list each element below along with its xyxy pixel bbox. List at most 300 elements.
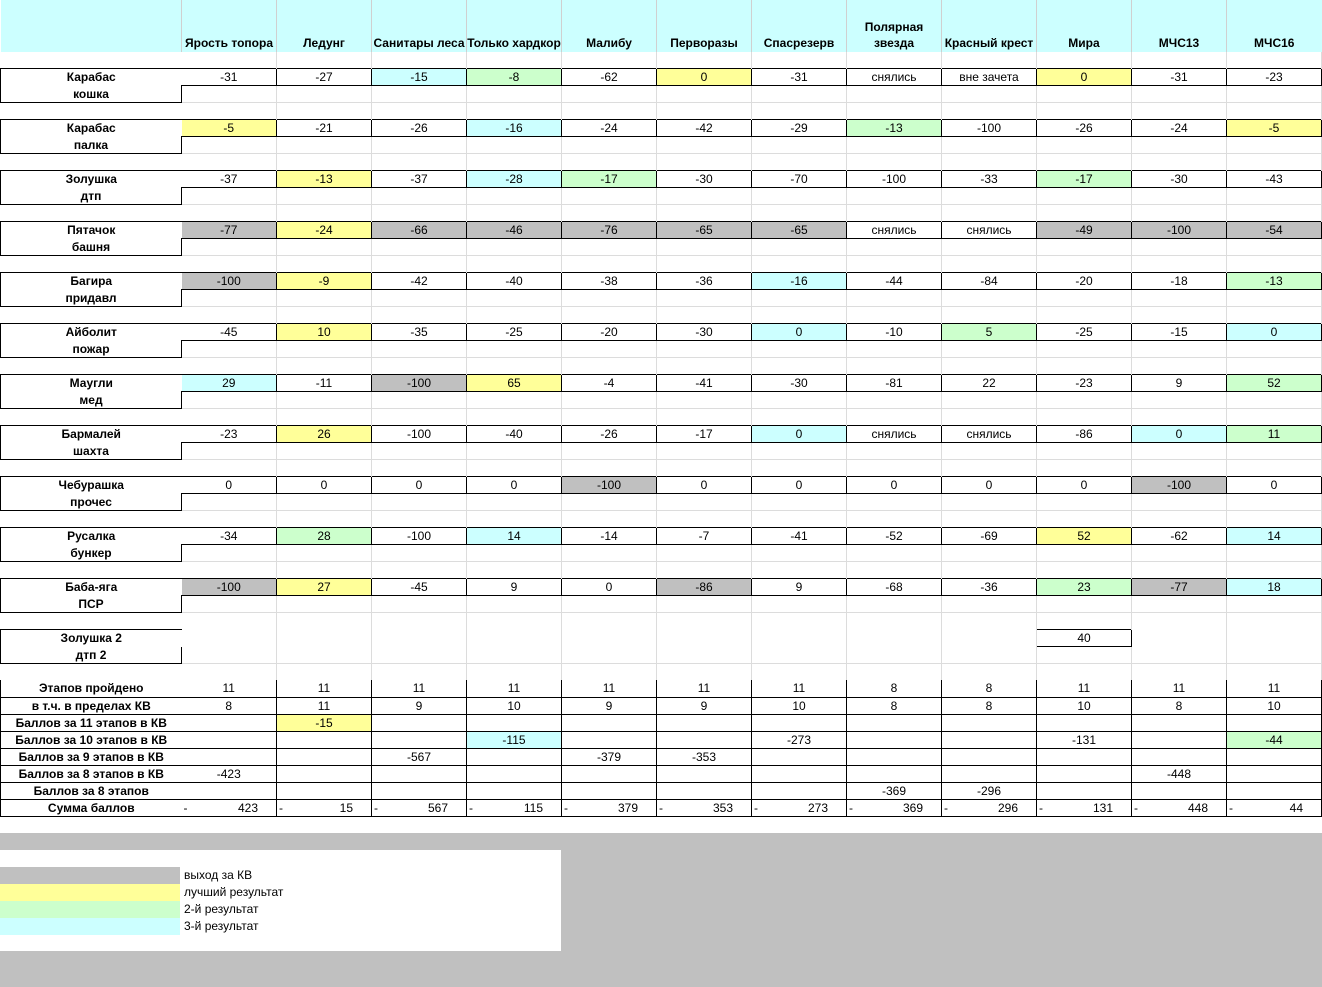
empty-cell[interactable]	[1227, 494, 1322, 511]
empty-cell[interactable]	[847, 494, 942, 511]
stage-value-cell[interactable]: 0	[1227, 477, 1322, 494]
summary-value-cell[interactable]: 10	[1037, 697, 1132, 714]
stage-value-cell[interactable]: -30	[1132, 171, 1227, 188]
stage-value-cell[interactable]: -62	[1132, 528, 1227, 545]
stage-value-cell[interactable]: 0	[1132, 426, 1227, 443]
empty-cell[interactable]	[562, 341, 657, 358]
total-value-cell[interactable]	[1132, 799, 1227, 816]
stage-value-cell[interactable]: -27	[277, 69, 372, 86]
empty-cell[interactable]	[1037, 494, 1132, 511]
empty-cell[interactable]	[657, 290, 752, 307]
summary-value-cell[interactable]	[1037, 748, 1132, 765]
empty-cell[interactable]	[372, 341, 467, 358]
stage-value-cell[interactable]: 9	[1132, 375, 1227, 392]
summary-value-cell[interactable]	[752, 782, 847, 799]
stage-value-cell[interactable]: -68	[847, 579, 942, 596]
stage-value-cell[interactable]: -5	[1227, 120, 1322, 137]
team-header[interactable]: Мира	[1037, 0, 1132, 52]
stage-value-cell[interactable]: 0	[467, 477, 562, 494]
empty-cell[interactable]	[182, 137, 277, 154]
empty-cell[interactable]	[372, 443, 467, 460]
empty-cell[interactable]	[1227, 86, 1322, 103]
empty-cell[interactable]	[657, 341, 752, 358]
summary-value-cell[interactable]	[182, 731, 277, 748]
stage-value-cell[interactable]: 0	[752, 477, 847, 494]
stage-value-cell[interactable]: -17	[1037, 171, 1132, 188]
summary-value-cell[interactable]	[1037, 765, 1132, 782]
stage-value-cell[interactable]: -30	[657, 171, 752, 188]
empty-cell[interactable]	[1037, 647, 1132, 664]
empty-cell[interactable]	[467, 596, 562, 613]
stage-value-cell[interactable]: -38	[562, 273, 657, 290]
empty-cell[interactable]	[562, 86, 657, 103]
stage-value-cell[interactable]: -15	[372, 69, 467, 86]
stage-value-cell[interactable]	[847, 630, 942, 647]
empty-cell[interactable]	[1132, 188, 1227, 205]
empty-cell[interactable]	[942, 86, 1037, 103]
summary-value-cell[interactable]: 8	[942, 680, 1037, 697]
empty-cell[interactable]	[942, 290, 1037, 307]
total-value-cell[interactable]	[1037, 799, 1132, 816]
empty-cell[interactable]	[467, 443, 562, 460]
stage-value-cell[interactable]: -25	[1037, 324, 1132, 341]
summary-value-cell[interactable]: -296	[942, 782, 1037, 799]
empty-cell[interactable]	[1037, 545, 1132, 562]
summary-value-cell[interactable]: -353	[657, 748, 752, 765]
empty-cell[interactable]	[847, 290, 942, 307]
stage-value-cell[interactable]: -77	[1132, 579, 1227, 596]
empty-cell[interactable]	[182, 239, 277, 256]
stage-value-cell[interactable]: 0	[182, 477, 277, 494]
stage-value-cell[interactable]: -20	[1037, 273, 1132, 290]
stage-value-cell[interactable]: -69	[942, 528, 1037, 545]
stage-value-cell[interactable]: -46	[467, 222, 562, 239]
empty-cell[interactable]	[277, 188, 372, 205]
summary-value-cell[interactable]	[1227, 748, 1322, 765]
empty-cell[interactable]	[277, 545, 372, 562]
stage-value-cell[interactable]: -100	[182, 579, 277, 596]
summary-value-cell[interactable]	[277, 765, 372, 782]
empty-cell[interactable]	[562, 137, 657, 154]
summary-value-cell[interactable]	[1132, 731, 1227, 748]
empty-cell[interactable]	[277, 596, 372, 613]
stage-value-cell[interactable]: -84	[942, 273, 1037, 290]
summary-value-cell[interactable]: -369	[847, 782, 942, 799]
total-value-cell[interactable]	[752, 799, 847, 816]
summary-value-cell[interactable]: 8	[182, 697, 277, 714]
empty-cell[interactable]	[372, 545, 467, 562]
summary-value-cell[interactable]	[562, 765, 657, 782]
stage-value-cell[interactable]: -23	[1037, 375, 1132, 392]
summary-value-cell[interactable]	[847, 731, 942, 748]
stage-value-cell[interactable]: 0	[752, 426, 847, 443]
stage-value-cell[interactable]: 0	[1037, 69, 1132, 86]
summary-value-cell[interactable]: 9	[372, 697, 467, 714]
summary-value-cell[interactable]	[942, 731, 1037, 748]
stage-value-cell[interactable]: -26	[1037, 120, 1132, 137]
summary-value-cell[interactable]	[1132, 714, 1227, 731]
summary-value-cell[interactable]	[1037, 714, 1132, 731]
stage-value-cell[interactable]: -42	[372, 273, 467, 290]
empty-cell[interactable]	[1132, 443, 1227, 460]
empty-cell[interactable]	[277, 392, 372, 409]
stage-value-cell[interactable]: 0	[1037, 477, 1132, 494]
empty-cell[interactable]	[1132, 494, 1227, 511]
total-value-cell[interactable]	[942, 799, 1037, 816]
total-value-cell[interactable]	[847, 799, 942, 816]
empty-cell[interactable]	[942, 443, 1037, 460]
summary-value-cell[interactable]: -115	[467, 731, 562, 748]
summary-value-cell[interactable]: 11	[657, 680, 752, 697]
summary-value-cell[interactable]	[562, 782, 657, 799]
empty-cell[interactable]	[562, 239, 657, 256]
stage-value-cell[interactable]: -24	[562, 120, 657, 137]
summary-value-cell[interactable]	[847, 765, 942, 782]
empty-cell[interactable]	[562, 596, 657, 613]
stage-value-cell[interactable]: -100	[1132, 477, 1227, 494]
team-header[interactable]: Ярость топора	[182, 0, 277, 52]
stage-value-cell[interactable]: снялись	[942, 222, 1037, 239]
empty-cell[interactable]	[1132, 392, 1227, 409]
stage-value-cell[interactable]: -31	[182, 69, 277, 86]
stage-value-cell[interactable]: -31	[752, 69, 847, 86]
empty-cell[interactable]	[467, 341, 562, 358]
team-header[interactable]: МЧС13	[1132, 0, 1227, 52]
empty-cell[interactable]	[1227, 596, 1322, 613]
stage-value-cell[interactable]	[1132, 630, 1227, 647]
stage-value-cell[interactable]: -86	[657, 579, 752, 596]
stage-value-cell[interactable]: -30	[657, 324, 752, 341]
stage-value-cell[interactable]: -41	[657, 375, 752, 392]
empty-cell[interactable]	[562, 392, 657, 409]
stage-value-cell[interactable]: -45	[372, 579, 467, 596]
summary-value-cell[interactable]: 8	[942, 697, 1037, 714]
empty-cell[interactable]	[182, 290, 277, 307]
total-value-cell[interactable]	[467, 799, 562, 816]
empty-cell[interactable]	[1132, 239, 1227, 256]
empty-cell[interactable]	[467, 188, 562, 205]
empty-cell[interactable]	[752, 545, 847, 562]
empty-cell[interactable]	[1037, 290, 1132, 307]
stage-value-cell[interactable]: 22	[942, 375, 1037, 392]
summary-value-cell[interactable]: 10	[752, 697, 847, 714]
empty-cell[interactable]	[657, 647, 752, 664]
stage-value-cell[interactable]: -13	[1227, 273, 1322, 290]
empty-cell[interactable]	[942, 137, 1037, 154]
stage-value-cell[interactable]: -13	[847, 120, 942, 137]
summary-value-cell[interactable]	[657, 714, 752, 731]
empty-cell[interactable]	[752, 290, 847, 307]
total-value-cell[interactable]	[562, 799, 657, 816]
empty-cell[interactable]	[1132, 545, 1227, 562]
empty-cell[interactable]	[1227, 137, 1322, 154]
empty-cell[interactable]	[657, 86, 752, 103]
empty-cell[interactable]	[1227, 545, 1322, 562]
summary-value-cell[interactable]: 11	[277, 680, 372, 697]
summary-value-cell[interactable]	[277, 731, 372, 748]
empty-cell[interactable]	[657, 443, 752, 460]
empty-cell[interactable]	[657, 596, 752, 613]
empty-cell[interactable]	[277, 647, 372, 664]
summary-value-cell[interactable]	[1037, 782, 1132, 799]
empty-cell[interactable]	[752, 647, 847, 664]
empty-cell[interactable]	[277, 443, 372, 460]
summary-value-cell[interactable]: -567	[372, 748, 467, 765]
empty-cell[interactable]	[657, 545, 752, 562]
summary-value-cell[interactable]: 9	[562, 697, 657, 714]
summary-value-cell[interactable]: -273	[752, 731, 847, 748]
summary-value-cell[interactable]: 10	[1227, 697, 1322, 714]
stage-value-cell[interactable]: -54	[1227, 222, 1322, 239]
summary-value-cell[interactable]	[942, 748, 1037, 765]
summary-value-cell[interactable]	[942, 765, 1037, 782]
stage-value-cell[interactable]: -4	[562, 375, 657, 392]
summary-value-cell[interactable]	[1227, 714, 1322, 731]
stage-value-cell[interactable]: -28	[467, 171, 562, 188]
stage-value-cell[interactable]: 9	[752, 579, 847, 596]
empty-cell[interactable]	[657, 494, 752, 511]
stage-value-cell[interactable]: -26	[562, 426, 657, 443]
summary-value-cell[interactable]	[182, 782, 277, 799]
stage-value-cell[interactable]: -8	[467, 69, 562, 86]
stage-value-cell[interactable]: снялись	[847, 426, 942, 443]
empty-cell[interactable]	[1227, 341, 1322, 358]
empty-cell[interactable]	[277, 86, 372, 103]
summary-value-cell[interactable]	[847, 748, 942, 765]
empty-cell[interactable]	[1037, 86, 1132, 103]
summary-value-cell[interactable]: -423	[182, 765, 277, 782]
stage-value-cell[interactable]	[182, 630, 277, 647]
stage-value-cell[interactable]: 0	[847, 477, 942, 494]
empty-cell[interactable]	[1132, 647, 1227, 664]
empty-cell[interactable]	[562, 545, 657, 562]
summary-value-cell[interactable]: 11	[752, 680, 847, 697]
stage-value-cell[interactable]: -40	[467, 426, 562, 443]
stage-value-cell[interactable]: 29	[182, 375, 277, 392]
stage-value-cell[interactable]: 40	[1037, 630, 1132, 647]
empty-cell[interactable]	[372, 290, 467, 307]
stage-value-cell[interactable]: снялись	[847, 222, 942, 239]
empty-cell[interactable]	[467, 545, 562, 562]
summary-value-cell[interactable]: 8	[847, 697, 942, 714]
empty-cell[interactable]	[562, 188, 657, 205]
empty-cell[interactable]	[1037, 392, 1132, 409]
stage-value-cell[interactable]: -11	[277, 375, 372, 392]
stage-value-cell[interactable]	[277, 630, 372, 647]
stage-value-cell[interactable]: -17	[657, 426, 752, 443]
stage-value-cell[interactable]: -10	[847, 324, 942, 341]
stage-value-cell[interactable]: 0	[372, 477, 467, 494]
empty-cell[interactable]	[562, 494, 657, 511]
empty-cell[interactable]	[182, 596, 277, 613]
summary-value-cell[interactable]	[1227, 765, 1322, 782]
empty-cell[interactable]	[1132, 137, 1227, 154]
stage-value-cell[interactable]: 11	[1227, 426, 1322, 443]
summary-value-cell[interactable]: -131	[1037, 731, 1132, 748]
summary-value-cell[interactable]	[277, 782, 372, 799]
summary-value-cell[interactable]	[942, 714, 1037, 731]
empty-cell[interactable]	[467, 647, 562, 664]
stage-value-cell[interactable]: -5	[182, 120, 277, 137]
stage-value-cell[interactable]: -15	[1132, 324, 1227, 341]
empty-cell[interactable]	[847, 545, 942, 562]
stage-value-cell[interactable]: -41	[752, 528, 847, 545]
empty-cell[interactable]	[467, 239, 562, 256]
team-header[interactable]: Санитары леса	[372, 0, 467, 52]
stage-value-cell[interactable]: 52	[1037, 528, 1132, 545]
empty-cell[interactable]	[1132, 290, 1227, 307]
stage-value-cell[interactable]: 28	[277, 528, 372, 545]
empty-cell[interactable]	[1227, 647, 1322, 664]
stage-value-cell[interactable]: 26	[277, 426, 372, 443]
stage-value-cell[interactable]: -23	[1227, 69, 1322, 86]
summary-value-cell[interactable]: 11	[182, 680, 277, 697]
summary-value-cell[interactable]	[372, 731, 467, 748]
summary-value-cell[interactable]	[467, 765, 562, 782]
empty-cell[interactable]	[182, 341, 277, 358]
empty-cell[interactable]	[847, 443, 942, 460]
stage-value-cell[interactable]: 14	[1227, 528, 1322, 545]
stage-value-cell[interactable]: -36	[942, 579, 1037, 596]
empty-cell[interactable]	[752, 137, 847, 154]
empty-cell[interactable]	[467, 494, 562, 511]
empty-cell[interactable]	[942, 341, 1037, 358]
stage-value-cell[interactable]: снялись	[847, 69, 942, 86]
empty-cell[interactable]	[372, 392, 467, 409]
summary-value-cell[interactable]: 11	[1132, 680, 1227, 697]
team-header[interactable]: Полярная звезда	[847, 0, 942, 52]
empty-cell[interactable]	[562, 443, 657, 460]
empty-cell[interactable]	[467, 392, 562, 409]
summary-value-cell[interactable]: 11	[277, 697, 372, 714]
summary-value-cell[interactable]	[372, 714, 467, 731]
stage-value-cell[interactable]: 9	[467, 579, 562, 596]
stage-value-cell[interactable]: 27	[277, 579, 372, 596]
stage-value-cell[interactable]: -17	[562, 171, 657, 188]
summary-value-cell[interactable]: -448	[1132, 765, 1227, 782]
summary-value-cell[interactable]	[1227, 782, 1322, 799]
empty-cell[interactable]	[182, 647, 277, 664]
stage-value-cell[interactable]: -77	[182, 222, 277, 239]
summary-value-cell[interactable]: 11	[1037, 680, 1132, 697]
stage-value-cell[interactable]	[562, 630, 657, 647]
stage-value-cell[interactable]: -33	[942, 171, 1037, 188]
empty-cell[interactable]	[752, 86, 847, 103]
empty-cell[interactable]	[752, 494, 847, 511]
stage-value-cell[interactable]	[752, 630, 847, 647]
total-value-cell[interactable]	[372, 799, 467, 816]
empty-cell[interactable]	[182, 392, 277, 409]
summary-value-cell[interactable]: 11	[1227, 680, 1322, 697]
empty-cell[interactable]	[372, 596, 467, 613]
stage-value-cell[interactable]: -40	[467, 273, 562, 290]
stage-value-cell[interactable]: -30	[752, 375, 847, 392]
total-value-cell[interactable]	[1227, 799, 1322, 816]
empty-cell[interactable]	[277, 239, 372, 256]
stage-value-cell[interactable]: 0	[752, 324, 847, 341]
stage-value-cell[interactable]: -29	[752, 120, 847, 137]
summary-value-cell[interactable]: 11	[467, 680, 562, 697]
empty-cell[interactable]	[1037, 596, 1132, 613]
summary-value-cell[interactable]: 11	[562, 680, 657, 697]
stage-value-cell[interactable]: -100	[372, 528, 467, 545]
empty-cell[interactable]	[657, 239, 752, 256]
empty-cell[interactable]	[1037, 341, 1132, 358]
stage-value-cell[interactable]	[467, 630, 562, 647]
empty-cell[interactable]	[657, 188, 752, 205]
empty-cell[interactable]	[657, 392, 752, 409]
empty-cell[interactable]	[182, 188, 277, 205]
summary-value-cell[interactable]	[1132, 782, 1227, 799]
stage-value-cell[interactable]: -100	[847, 171, 942, 188]
team-header[interactable]: Только хардкор	[467, 0, 562, 52]
empty-cell[interactable]	[847, 392, 942, 409]
stage-value-cell[interactable]: -36	[657, 273, 752, 290]
empty-cell[interactable]	[372, 494, 467, 511]
stage-value-cell[interactable]: 10	[277, 324, 372, 341]
summary-value-cell[interactable]	[467, 748, 562, 765]
empty-cell[interactable]	[372, 239, 467, 256]
team-header[interactable]: МЧС16	[1227, 0, 1322, 52]
empty-cell[interactable]	[372, 86, 467, 103]
stage-value-cell[interactable]: -20	[562, 324, 657, 341]
stage-value-cell[interactable]: 5	[942, 324, 1037, 341]
stage-value-cell[interactable]: -37	[182, 171, 277, 188]
empty-cell[interactable]	[847, 188, 942, 205]
empty-cell[interactable]	[752, 392, 847, 409]
summary-value-cell[interactable]	[467, 714, 562, 731]
empty-cell[interactable]	[372, 188, 467, 205]
empty-cell[interactable]	[372, 137, 467, 154]
empty-cell[interactable]	[752, 341, 847, 358]
summary-value-cell[interactable]: 10	[467, 697, 562, 714]
team-header[interactable]: Красный крест	[942, 0, 1037, 52]
stage-value-cell[interactable]	[942, 630, 1037, 647]
stage-value-cell[interactable]: -86	[1037, 426, 1132, 443]
empty-cell[interactable]	[277, 290, 372, 307]
stage-value-cell[interactable]: -43	[1227, 171, 1322, 188]
total-value-cell[interactable]	[657, 799, 752, 816]
empty-cell[interactable]	[562, 290, 657, 307]
team-header[interactable]: Ледунг	[277, 0, 372, 52]
stage-value-cell[interactable]: -23	[182, 426, 277, 443]
team-header[interactable]: Спасрезерв	[752, 0, 847, 52]
stage-value-cell[interactable]: -13	[277, 171, 372, 188]
empty-cell[interactable]	[182, 494, 277, 511]
stage-value-cell[interactable]	[372, 630, 467, 647]
empty-cell[interactable]	[277, 494, 372, 511]
empty-cell[interactable]	[1227, 443, 1322, 460]
stage-value-cell[interactable]: 0	[562, 579, 657, 596]
stage-value-cell[interactable]: -81	[847, 375, 942, 392]
summary-value-cell[interactable]: 8	[1132, 697, 1227, 714]
stage-value-cell[interactable]: -100	[372, 426, 467, 443]
summary-value-cell[interactable]	[182, 748, 277, 765]
summary-value-cell[interactable]: -44	[1227, 731, 1322, 748]
summary-value-cell[interactable]	[847, 714, 942, 731]
stage-value-cell[interactable]: -24	[1132, 120, 1227, 137]
empty-cell[interactable]	[1132, 596, 1227, 613]
empty-cell[interactable]	[942, 596, 1037, 613]
stage-value-cell[interactable]: -37	[372, 171, 467, 188]
empty-cell[interactable]	[752, 239, 847, 256]
stage-value-cell[interactable]: 18	[1227, 579, 1322, 596]
total-value-cell[interactable]	[182, 799, 277, 816]
empty-cell[interactable]	[562, 647, 657, 664]
empty-cell[interactable]	[752, 596, 847, 613]
stage-value-cell[interactable]: -25	[467, 324, 562, 341]
stage-value-cell[interactable]: -18	[1132, 273, 1227, 290]
